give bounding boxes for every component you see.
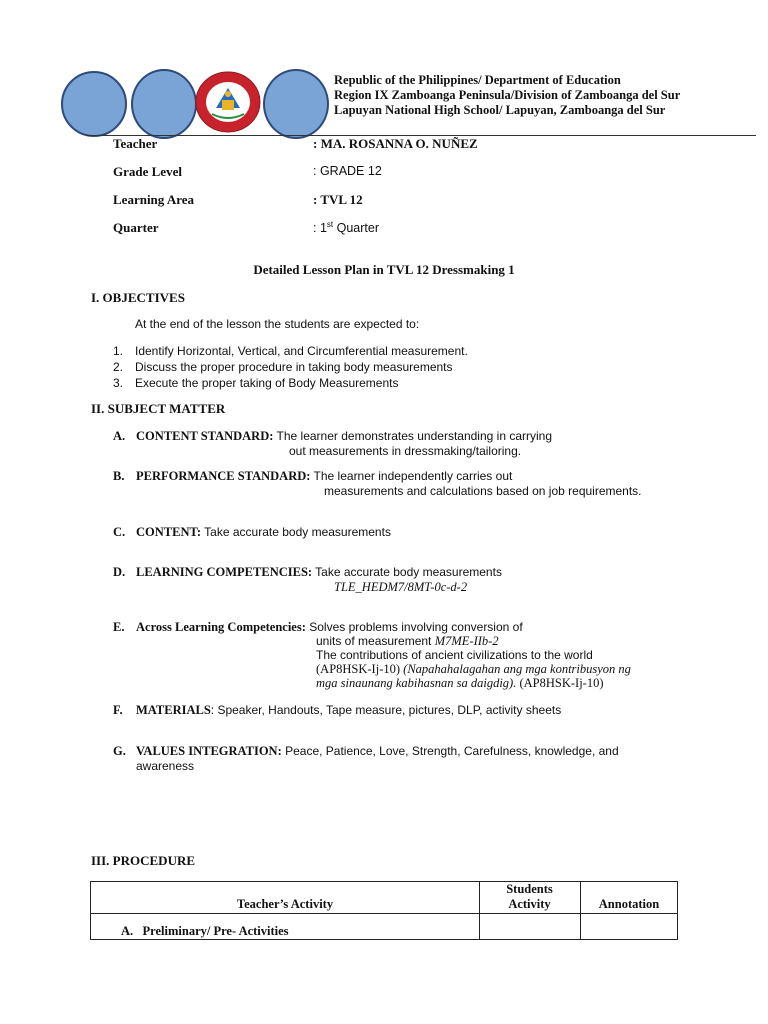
content-standard-line-1 [136, 429, 552, 444]
values-integration-line-2: awareness [136, 759, 195, 773]
learning-competencies-code: TLE_HEDM7/8MT-0c-d-2 [334, 580, 468, 594]
table-row-preliminary-activities: A. Preliminary/ Pre- Activities [121, 924, 289, 938]
across-competencies-line-3: The contributions of ancient civilizations to the world [316, 648, 593, 662]
content-standard-line-2: out measurements in dressmaking/tailoring. [289, 444, 522, 458]
across-competencies-line-1 [136, 620, 523, 635]
materials-text: : Speaker, Handouts, Tape measure, pictures, DLP, activity sheets [210, 703, 562, 717]
procedure-table [90, 881, 678, 940]
item-c-letter: C. [113, 525, 126, 539]
procedure-heading: III. PROCEDURE [91, 853, 196, 868]
info-value-grade: : GRADE 12 [313, 164, 382, 178]
across-competencies-line-5 [316, 676, 604, 691]
table-header-divider [91, 913, 677, 914]
objective-item-2: Discuss the proper procedure in taking body measurements [135, 360, 453, 374]
performance-standard-text: The learner independently carries out [310, 469, 513, 483]
across-competencies-code-2: (AP8HSK-Ij-10) [316, 662, 404, 676]
objective-item-2-number: 2. [113, 360, 124, 374]
across-competencies-filipino-1: (Napahahalagahan ang mga kontribusyon ng [403, 662, 631, 676]
header-oval-left [61, 71, 127, 137]
across-competencies-line-2-text: units of measurement [316, 634, 435, 648]
table-header-students-activity-line-1: Students [506, 882, 553, 896]
lesson-plan-title: Detailed Lesson Plan in TVL 12 Dressmaking 1 [253, 262, 515, 277]
quarter-value-tail: Quarter [333, 221, 379, 236]
values-integration-label: VALUES INTEGRATION: [136, 744, 282, 758]
objectives-intro: At the end of the lesson the students are expected to: [135, 317, 420, 331]
across-competencies-line-4 [316, 662, 631, 677]
objective-item-1-number: 1. [113, 344, 124, 358]
materials-line [136, 703, 561, 718]
content-standard-text: The learner demonstrates understanding in carrying [273, 429, 553, 443]
item-a-letter: A. [113, 429, 126, 443]
item-b-letter: B. [113, 469, 125, 483]
header-line-3: Lapuyan National High School/ Lapuyan, Zamboanga del Sur [334, 103, 666, 117]
deped-seal-logo [194, 70, 262, 134]
table-header-teachers-activity: Teacher’s Activity [236, 897, 334, 911]
item-g-letter: G. [113, 744, 126, 758]
info-value-quarter [313, 220, 379, 235]
info-value-teacher: : MA. ROSANNA O. NUÑEZ [313, 136, 478, 151]
across-competencies-text: Solves problems involving conversion of [305, 620, 523, 634]
content-line [136, 525, 391, 540]
across-competencies-line-2 [316, 634, 499, 649]
objective-item-1: Identify Horizontal, Vertical, and Circumferential measurement. [135, 344, 468, 358]
item-e-letter: E. [113, 620, 125, 634]
across-competencies-filipino-2: mga sinaunang kabihasnan sa daigdig). [316, 676, 517, 690]
table-header-annotation: Annotation [598, 897, 660, 911]
quarter-superscript: st [326, 220, 334, 229]
across-competencies-label: Across Learning Competencies: [136, 620, 306, 634]
content-standard-label: CONTENT STANDARD: [136, 429, 274, 443]
learning-competencies-text: Take accurate body measurements [312, 565, 502, 579]
header-line-1: Republic of the Philippines/ Department of Education [334, 73, 621, 87]
info-label-teacher: Teacher [113, 136, 158, 151]
across-competencies-code-3: (AP8HSK-Ij-10) [516, 676, 604, 690]
item-d-letter: D. [113, 565, 126, 579]
values-integration-text: Peace, Patience, Love, Strength, Carefulness, knowledge, and [281, 744, 619, 758]
materials-label: MATERIALS [136, 703, 211, 717]
performance-standard-line-1 [136, 469, 512, 484]
across-competencies-code-1: M7ME-IIb-2 [434, 634, 499, 648]
header-line-2: Region IX Zamboanga Peninsula/Division of Zamboanga del Sur [334, 88, 681, 102]
info-label-quarter: Quarter [113, 220, 159, 235]
values-integration-line-1 [136, 744, 619, 759]
quarter-value-start: : 1 [313, 221, 327, 236]
header-oval-middle [131, 69, 197, 139]
performance-standard-label: PERFORMANCE STANDARD: [136, 469, 311, 483]
info-value-learning-area: : TVL 12 [313, 192, 363, 207]
objectives-heading: I. OBJECTIVES [91, 290, 185, 305]
performance-standard-line-2: measurements and calculations based on job requirements. [324, 484, 642, 498]
content-text: Take accurate body measurements [201, 525, 391, 539]
learning-competencies-label: LEARNING COMPETENCIES: [136, 565, 313, 579]
table-header-students-activity-line-2: Activity [508, 897, 551, 911]
item-f-letter: F. [113, 703, 123, 717]
objective-item-3: Execute the proper taking of Body Measurements [135, 376, 399, 390]
info-label-grade: Grade Level [113, 164, 182, 179]
info-label-learning-area: Learning Area [113, 192, 195, 207]
content-label: CONTENT: [136, 525, 202, 539]
subject-matter-heading: II. SUBJECT MATTER [91, 401, 226, 416]
learning-competencies-line [136, 565, 502, 580]
objective-item-3-number: 3. [113, 376, 124, 390]
header-oval-right [263, 69, 329, 139]
